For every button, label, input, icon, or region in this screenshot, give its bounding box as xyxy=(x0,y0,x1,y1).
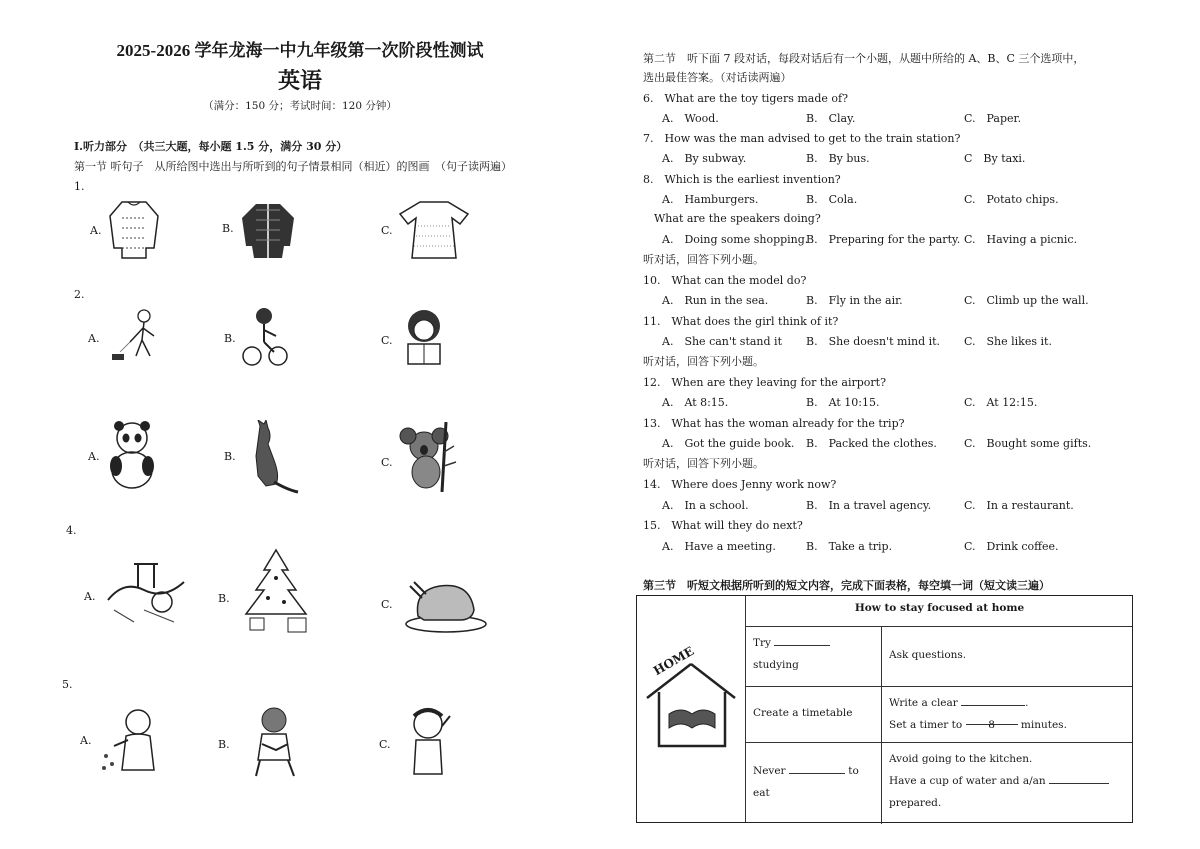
dress-icon xyxy=(398,200,470,260)
question-number: 5. xyxy=(62,678,73,691)
right-page xyxy=(600,0,1200,849)
option-label: B. xyxy=(222,222,234,235)
option-label: B. xyxy=(224,332,236,345)
row3-cup: Have a cup of water and a/an xyxy=(889,775,1046,787)
row2-set-timer: Set a timer to xyxy=(889,719,963,731)
roast-turkey-icon xyxy=(404,572,488,634)
question-8: 8. Which is the earliest invention? xyxy=(643,173,841,186)
row1-left xyxy=(753,632,830,676)
option-a: A. Have a meeting. xyxy=(662,540,776,553)
boy-stomachache-icon xyxy=(246,704,304,778)
listen-instruction: 听对话，回答下列小题。 xyxy=(643,457,764,470)
question-number: 1. xyxy=(74,180,85,193)
festival-dragon-icon xyxy=(104,560,188,626)
jacket-icon xyxy=(240,200,296,260)
option-c: C By taxi. xyxy=(964,152,1026,165)
boy-coughing-icon xyxy=(100,706,164,776)
option-b: B. Clay. xyxy=(806,112,856,125)
row2-left: Create a timetable xyxy=(753,707,853,719)
option-b: B. She doesn't mind it. xyxy=(806,335,941,348)
table-header: How to stay focused at home xyxy=(854,602,1025,614)
listen-instruction: 听对话，回答下列小题。 xyxy=(643,355,764,368)
section2-heading: 第二节 听下面 7 段对话，每段对话后有一个小题，从题中所给的 A、B、C 三个选项中， xyxy=(643,52,1085,65)
option-a: A. Got the guide book. xyxy=(662,437,795,450)
option-label: C. xyxy=(381,598,393,611)
option-label: B. xyxy=(218,592,230,605)
sweater-icon xyxy=(108,198,160,260)
question-6: 6. What are the toy tigers made of? xyxy=(643,92,848,105)
section1-heading: 第一节 听句子 从所给图中选出与所听到的句子情景相同（相近）的图画 （句子读两遍） xyxy=(74,160,512,173)
focus-table xyxy=(636,595,1133,823)
option-label: C. xyxy=(381,334,393,347)
table-divider xyxy=(745,626,1132,627)
option-b: B. Fly in the air. xyxy=(806,294,903,307)
subject-title: 英语 xyxy=(277,68,322,93)
option-label: C. xyxy=(381,224,393,237)
question-10: 10. What can the model do? xyxy=(643,274,807,287)
question-12: 12. When are they leaving for the airport? xyxy=(643,376,886,389)
option-a: A. At 8:15. xyxy=(662,396,729,409)
question-number: 2. xyxy=(74,288,85,301)
row3-never: Never xyxy=(753,765,786,777)
table-divider xyxy=(745,596,746,822)
row3-to: to xyxy=(848,765,859,777)
blank-input[interactable] xyxy=(774,635,830,646)
option-c: C. She likes it. xyxy=(964,335,1052,348)
table-divider xyxy=(745,742,1132,743)
row3-prepared: prepared. xyxy=(889,797,942,809)
question-11: 11. What does the girl think of it? xyxy=(643,315,839,328)
option-b: B. Cola. xyxy=(806,193,858,206)
row3-left xyxy=(753,760,859,804)
row1-right: Ask questions. xyxy=(889,649,967,661)
section2-heading-cont: 选出最佳答案。（对话读两遍） xyxy=(643,71,792,84)
option-b: B. Take a trip. xyxy=(806,540,893,553)
row3-eat: eat xyxy=(753,787,770,799)
christmas-tree-icon xyxy=(236,548,316,636)
option-c: C. In a restaurant. xyxy=(964,499,1074,512)
option-a: A. Run in the sea. xyxy=(662,294,769,307)
exam-title: 2025-2026 学年龙海一中九年级第一次阶段性测试 xyxy=(116,41,484,60)
option-c: C. Potato chips. xyxy=(964,193,1059,206)
koala-icon xyxy=(396,422,458,492)
option-b: B. At 10:15. xyxy=(806,396,880,409)
option-a: A. She can't stand it xyxy=(662,335,782,348)
option-label: A. xyxy=(88,332,100,345)
option-a: A. Doing some shopping. xyxy=(662,233,809,246)
girl-walking-dog-icon xyxy=(106,308,166,368)
option-c: C. Having a picnic. xyxy=(964,233,1078,246)
table-divider xyxy=(745,686,1132,687)
option-label: C. xyxy=(379,738,391,751)
option-a: A. By subway. xyxy=(662,152,747,165)
table-divider xyxy=(881,686,882,824)
option-label: A. xyxy=(90,224,102,237)
option-b: B. Preparing for the party. xyxy=(806,233,961,246)
row3-avoid: Avoid going to the kitchen. xyxy=(889,753,1033,765)
option-c: C. Paper. xyxy=(964,112,1022,125)
girl-toothache-icon xyxy=(402,704,454,776)
timer-value: 8 xyxy=(966,714,1018,725)
question-13: 13. What has the woman already for the trip? xyxy=(643,417,905,430)
score-info: （满分：150 分；考试时间：120 分钟） xyxy=(203,100,397,112)
row1-studying: studying xyxy=(753,659,799,671)
option-label: A. xyxy=(84,590,96,603)
blank-input[interactable] xyxy=(789,763,845,774)
option-b: B. By bus. xyxy=(806,152,870,165)
question-9: What are the speakers doing? xyxy=(643,212,821,225)
row1-try: Try xyxy=(753,637,771,649)
row2-write: Write a clear xyxy=(889,697,958,709)
row2-minutes: minutes. xyxy=(1020,719,1067,731)
question-15: 15. What will they do next? xyxy=(643,519,803,532)
option-label: B. xyxy=(224,450,236,463)
kangaroo-icon xyxy=(240,420,300,496)
option-b: B. Packed the clothes. xyxy=(806,437,937,450)
option-label: C. xyxy=(381,456,393,469)
blank-input[interactable] xyxy=(1049,773,1109,784)
option-label: A. xyxy=(80,734,92,747)
row2-right: Write a clear . Set a timer to 8 minutes. xyxy=(889,697,1067,731)
option-label: A. xyxy=(88,450,100,463)
listen-instruction: 听对话，回答下列小题。 xyxy=(643,253,764,266)
option-c: C. Bought some gifts. xyxy=(964,437,1092,450)
option-a: A. Hamburgers. xyxy=(662,193,759,206)
question-number: 4. xyxy=(66,524,77,537)
blank-input[interactable] xyxy=(961,695,1025,706)
section3-heading: 第三节 听短文根据所听到的短文内容，完成下面表格，每空填一词（短文读三遍） xyxy=(643,579,1050,592)
option-b: B. In a travel agency. xyxy=(806,499,932,512)
girl-reading-icon xyxy=(398,308,450,366)
option-c: C. Drink coffee. xyxy=(964,540,1059,553)
boy-cycling-icon xyxy=(242,306,288,368)
option-c: C. At 12:15. xyxy=(964,396,1038,409)
option-a: A. In a school. xyxy=(662,499,749,512)
part-heading: I.听力部分 （共三大题，每小题 1.5 分，满分 30 分） xyxy=(74,140,348,153)
table-divider xyxy=(881,626,882,686)
row3-right xyxy=(889,748,1109,814)
question-7: 7. How was the man advised to get to the train station? xyxy=(643,132,961,145)
option-label: B. xyxy=(218,738,230,751)
panda-icon xyxy=(104,420,160,490)
question-14: 14. Where does Jenny work now? xyxy=(643,478,837,491)
option-c: C. Climb up the wall. xyxy=(964,294,1089,307)
home-label: HOME xyxy=(651,643,697,679)
option-a: A. Wood. xyxy=(662,112,719,125)
